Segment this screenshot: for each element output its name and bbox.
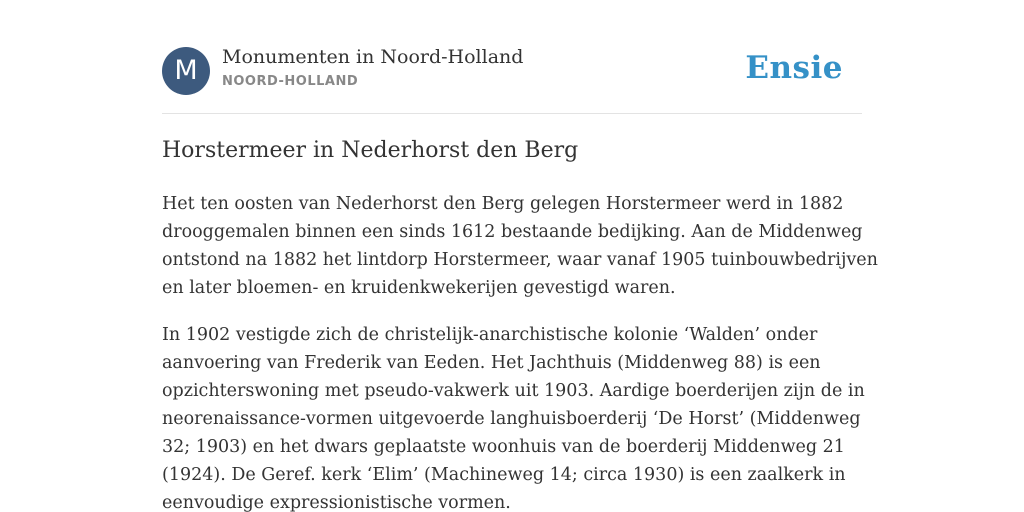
article-paragraph bbox=[162, 190, 878, 302]
paragraph-line: eenvoudige expressionistische vormen. bbox=[162, 493, 511, 512]
paragraph-line: In 1902 vestigde zich de christelijk-anarchistische kolonie ‘Walden’ onder bbox=[162, 325, 818, 345]
paragraph-line: aanvoering van Frederik van Eeden. Het Jachthuis (Middenweg 88) is een bbox=[162, 353, 821, 373]
paragraph-line: opzichterswoning met pseudo-vakwerk uit 1903. Aardige boerderijen zijn de in bbox=[162, 381, 865, 401]
paragraph-line: (1924). De Geref. kerk ‘Elim’ (Machineweg 14; circa 1930) is een zaalkerk in bbox=[162, 465, 846, 485]
article-title: Horstermeer in Nederhorst den Berg bbox=[162, 138, 579, 163]
avatar[interactable]: M bbox=[162, 47, 210, 95]
header bbox=[162, 46, 862, 96]
source-title[interactable]: Monumenten in Noord-Holland bbox=[222, 46, 524, 68]
brand-logo[interactable]: Ensie bbox=[745, 50, 843, 86]
article-paragraph bbox=[162, 321, 865, 512]
paragraph-line: ontstond na 1882 het lintdorp Horstermeer, waar vanaf 1905 tuinbouwbedrijven bbox=[162, 250, 878, 270]
source-subtitle[interactable]: NOORD-HOLLAND bbox=[222, 74, 359, 89]
paragraph-line: en later bloemen- en kruidenkwekerijen gevestigd waren. bbox=[162, 278, 676, 298]
paragraph-line: neorenaissance-vormen uitgevoerde langhuisboerderij ‘De Horst’ (Middenweg bbox=[162, 409, 861, 429]
paragraph-line: 32; 1903) en het dwars geplaatste woonhuis van de boerderij Middenweg 21 bbox=[162, 437, 845, 457]
paragraph-line: drooggemalen binnen een sinds 1612 bestaande bedijking. Aan de Middenweg bbox=[162, 222, 863, 242]
paragraph-line: Het ten oosten van Nederhorst den Berg gelegen Horstermeer werd in 1882 bbox=[162, 194, 844, 214]
divider bbox=[162, 113, 862, 114]
